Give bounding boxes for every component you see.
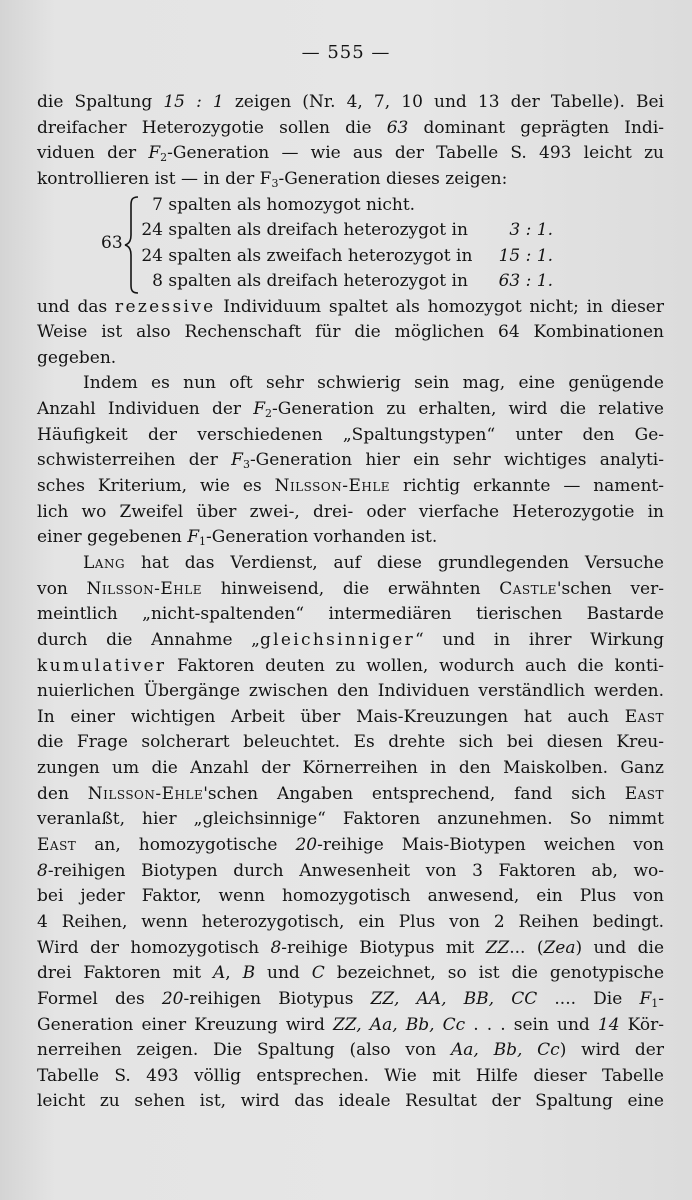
text-line: Indem es nun oft sehr schwierig sein mag, eine genügende [83, 373, 664, 394]
text-line: drei Faktoren mit A, B und C bezeichnet, so ist die genotypische [37, 963, 664, 984]
text-line: In einer wichtigen Arbeit über Mais-Kreuzungen hat auch East [37, 706, 664, 727]
text-line: schwisterreihen der $F_3$-Generation hier ein sehr wichtiges analyti- [37, 450, 664, 472]
text-line: kontrollieren ist — in der $F_3$-Generation dieses zeigen: [37, 168, 508, 190]
curly-brace-icon [122, 195, 142, 295]
text-line: durch die Annahme „gleichsinniger“ und in ihrer Wirkung [37, 629, 664, 650]
text-line: Häufigkeit der verschiedenen „Spaltungstypen“ unter den Ge- [37, 424, 664, 445]
text-line: East an, homozygotische 20-reihige Mais-Biotypen weichen von [37, 835, 664, 856]
brace-row: 24 spalten als zweifach heterozygot in 15 : 1. [141, 245, 553, 266]
text-line: leicht zu sehen ist, wird das ideale Resultat der Spaltung eine [37, 1091, 664, 1112]
text-line: einer gegebenen $F_1$-Generation vorhanden ist. [37, 527, 438, 549]
brace-row: 8 spalten als dreifach heterozygot in 63 : 1. [152, 271, 553, 292]
text-line: zungen um die Anzahl der Körnerreihen in den Maiskolben. Ganz [37, 758, 664, 779]
brace-label: 63 [101, 232, 123, 253]
brace-row: 7 spalten als homozygot nicht. [152, 194, 416, 215]
text-line: und das rezessive Individuum spaltet als homozygot nicht; in dieser [37, 296, 664, 317]
text-line: Weise ist also Rechenschaft für die möglichen 64 Kombinationen [37, 322, 664, 343]
text-line: 8-reihigen Biotypen durch Anwesenheit von 3 Faktoren ab, wo- [37, 860, 664, 881]
text-line: nerreihen zeigen. Die Spaltung (also von Aa, Bb, Cc) wird der [37, 1040, 664, 1061]
text-line: die Frage solcherart beleuchtet. Es drehte sich bei diesen Kreu- [37, 732, 664, 753]
text-line: Anzahl Individuen der $F_2$-Generation zu erhalten, wird die relative [37, 399, 664, 421]
text-line: Generation einer Kreuzung wird ZZ, Aa, Bb, Cc . . . sein und 14 Kör- [37, 1014, 664, 1035]
text-line: Formel des 20-reihigen Biotypus ZZ, AA, BB, CC .... Die $F_1-$ [37, 988, 664, 1010]
text-line: sches Kriterium, wie es Nilsson-Ehle richtig erkannte — nament- [37, 476, 664, 497]
text-line: Wird der homozygotisch 8-reihige Biotypus mit ZZ... (Zea) und die [37, 937, 665, 958]
text-line: meintlich „nicht-spaltenden“ intermediären tierischen Bastarde [37, 604, 664, 625]
text-line: bei jeder Faktor, wenn homozygotisch anwesend, ein Plus von [37, 886, 664, 907]
text-line: Lang hat das Verdienst, auf diese grundlegenden Versuche [83, 552, 664, 573]
text-line: nuierlichen Übergänge zwischen den Individuen verständlich werden. [37, 681, 664, 702]
text-line: gegeben. [37, 347, 117, 368]
brace-row: 24 spalten als dreifach heterozygot in 3 : 1. [141, 220, 553, 241]
text-line: die Spaltung 15 : 1 zeigen (Nr. 4, 7, 10 und 13 der Tabelle). Bei [37, 92, 664, 112]
text-line: veranlaßt, hier „gleichsinnige“ Faktoren anzunehmen. So nimmt [37, 809, 664, 830]
brace-list [37, 193, 664, 295]
page-number: — 555 — [301, 42, 391, 63]
body-text [37, 90, 664, 1115]
text-line: lich wo Zweifel über zwei-, drei- oder vierfache Heterozygotie in [37, 501, 664, 522]
brace-rows [141, 193, 553, 295]
text-line: kumulativer Faktoren deuten zu wollen, wodurch auch die konti- [37, 655, 664, 676]
text-line: 4 Reihen, wenn heterozygotisch, ein Plus von 2 Reihen bedingt. [37, 911, 664, 932]
text-line: Tabelle S. 493 völlig entsprechen. Wie mit Hilfe dieser Tabelle [37, 1065, 664, 1086]
text-line: viduen der $F_2$-Generation — wie aus der Tabelle S. 493 leicht zu [37, 143, 664, 165]
text-line: dreifacher Heterozygotie sollen die 63 dominant geprägten Indi- [37, 117, 664, 138]
text-line: den Nilsson-Ehle'schen Angaben entsprechend, fand sich East [37, 783, 665, 804]
text-line: von Nilsson-Ehle hinweisend, die erwähnten Castle'schen ver- [37, 578, 664, 599]
